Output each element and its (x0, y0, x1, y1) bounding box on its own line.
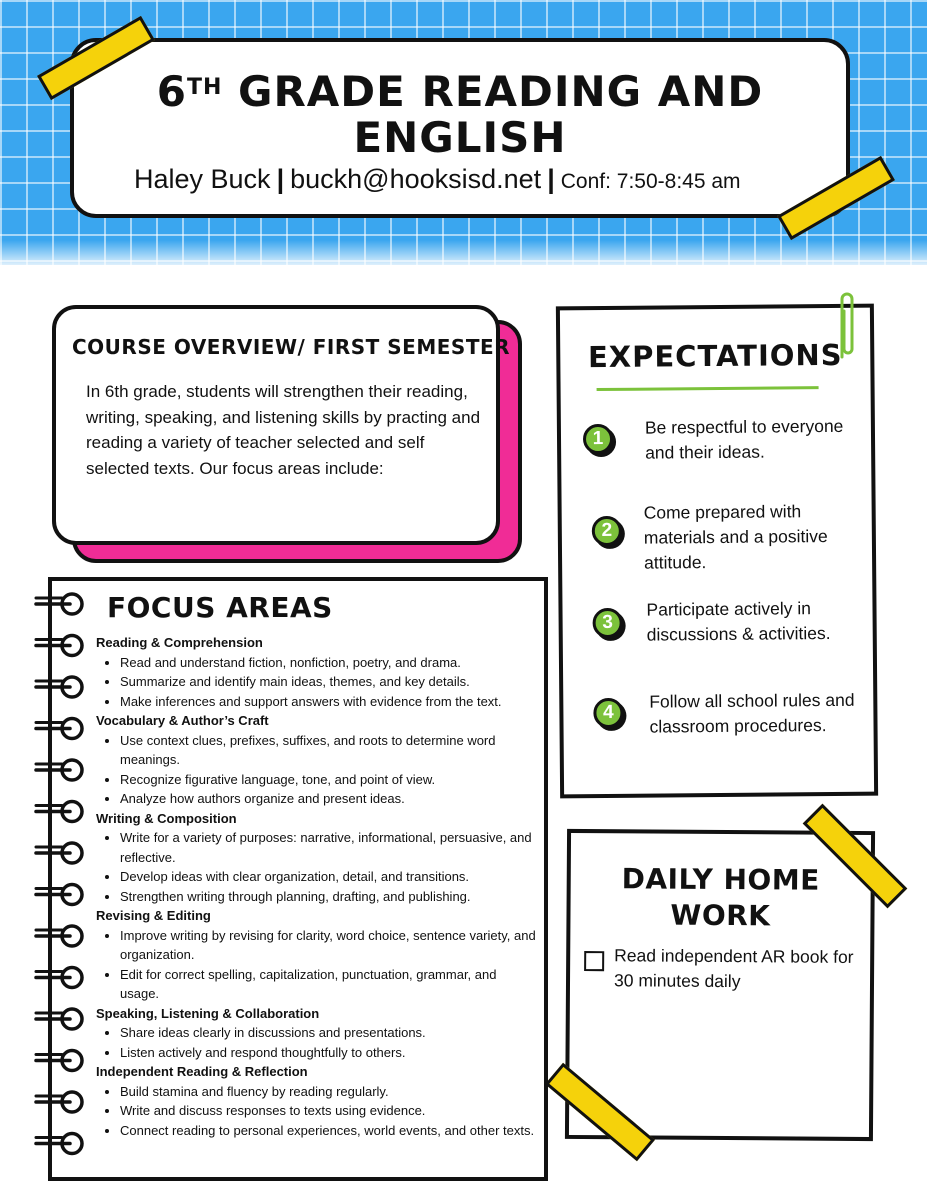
focus-section-list (96, 1023, 536, 1062)
homework-checkbox[interactable] (584, 951, 604, 971)
focus-section-list (96, 731, 536, 809)
separator: | (276, 164, 285, 194)
list-item: • Use context clues, prefixes, suffixes, and roots to determine word meanings. (120, 731, 536, 770)
list-item: • Share ideas clearly in discussions and presentations. (120, 1023, 536, 1043)
expectation-item (583, 415, 873, 463)
spiral-ring-icon (36, 1092, 82, 1112)
overview-card (52, 305, 511, 545)
page-title-line2: ENGLISH (353, 113, 567, 162)
expectation-item (592, 501, 882, 573)
homework-title (570, 861, 870, 935)
list-item: • Strengthen writing through planning, drafting, and publishing. (120, 887, 536, 907)
number-badge-icon: 3 (592, 608, 622, 638)
spiral-ring-icon (36, 636, 82, 656)
expectations-divider (597, 386, 819, 391)
focus-section-heading: Vocabulary & Author’s Craft (96, 713, 269, 728)
title-grade-suffix: TH (186, 75, 223, 100)
list-item: • Read and understand fiction, nonfiction, poetry, and drama. (120, 653, 536, 673)
spiral-ring-icon (36, 968, 82, 988)
list-item: • Make inferences and support answers with evidence from the text. (120, 692, 536, 712)
spiral-ring-icon (36, 885, 82, 905)
focus-section-heading: Revising & Editing (96, 908, 211, 923)
overview-title: COURSE OVERVIEW/ FIRST SEMESTER (72, 335, 511, 359)
spiral-ring-icon (36, 802, 82, 822)
number-badge-icon: 2 (592, 516, 622, 546)
overview-text: In 6th grade, students will strengthen their reading, writing, speaking, and listening skills by practing and reading a variety of teacher selected and self selected texts. Our focus areas include: (86, 382, 481, 478)
focus-areas-card (48, 577, 548, 1181)
conference-time: Conf: 7:50-8:45 am (560, 170, 741, 193)
title-line1-text: GRADE READING AND (222, 67, 764, 116)
spiral-ring-icon (36, 760, 82, 780)
list-item: • Write and discuss responses to texts using evidence. (120, 1101, 536, 1121)
expectation-text: Be respectful to everyone and their ideas. (644, 415, 844, 463)
expectations-title: EXPECTATIONS (587, 337, 843, 375)
homework-card (565, 829, 875, 1141)
spiral-ring-icon (36, 1009, 82, 1029)
focus-section-list (96, 926, 536, 1004)
expectation-item (592, 598, 882, 645)
focus-section-heading: Speaking, Listening & Collaboration (96, 1005, 320, 1021)
focus-section-heading: Independent Reading & Reflection (96, 1064, 308, 1079)
focus-section-list (96, 1082, 536, 1141)
focus-areas-title: FOCUS AREAS (107, 591, 333, 624)
title-grade-number: 6 (156, 67, 187, 116)
spiral-ring-icon (36, 594, 82, 614)
focus-section-list (96, 828, 536, 906)
focus-section-list (96, 653, 536, 712)
list-item: • Develop ideas with clear organization, detail, and transitions. (120, 867, 536, 887)
list-item: • Connect reading to personal experiences, world events, and other texts. (120, 1121, 536, 1141)
focus-section-heading: Writing & Composition (96, 810, 237, 826)
list-item: • Recognize figurative language, tone, and point of view. (120, 770, 536, 790)
contact-line (134, 164, 741, 195)
separator: | (547, 164, 555, 194)
expectation-text: Come prepared with materials and a positive attitude. (643, 501, 828, 573)
header-fade (0, 240, 927, 270)
homework-title-line1: DAILY HOME (621, 862, 820, 897)
homework-title-line2: WORK (670, 898, 771, 933)
paperclip-icon (836, 287, 858, 367)
spiral-ring-icon (36, 719, 82, 739)
focus-areas-list (96, 633, 536, 1140)
focus-section-heading: Reading & Comprehension (96, 635, 263, 650)
list-item: • Analyze how authors organize and present ideas. (120, 789, 536, 809)
spiral-ring-icon (36, 843, 82, 863)
spiral-ring-icon (36, 926, 82, 946)
teacher-email[interactable]: buckh@hooksisd.net (290, 164, 542, 194)
notebook-spiral-binding (34, 590, 94, 1190)
list-item: • Write for a variety of purposes: narrative, informational, persuasive, and reflective. (120, 828, 536, 867)
spiral-ring-icon (36, 1051, 82, 1071)
expectation-text: Follow all school rules and classroom procedures. (649, 689, 855, 737)
number-badge-icon: 1 (583, 424, 613, 454)
expectation-item (593, 689, 883, 737)
homework-item: Read independent AR book for 30 minutes daily (613, 945, 854, 992)
page-title-line1 (74, 68, 846, 116)
list-item: • Listen actively and respond thoughtfully to others. (120, 1043, 536, 1063)
spiral-ring-icon (36, 677, 82, 697)
expectation-text: Participate actively in discussions & activities. (646, 598, 831, 645)
list-item: • Build stamina and fluency by reading regularly. (120, 1082, 536, 1102)
spiral-ring-icon (36, 1134, 82, 1154)
expectations-card (556, 304, 878, 799)
number-badge-icon: 4 (593, 698, 623, 728)
list-item: • Edit for correct spelling, capitalization, punctuation, grammar, and usage. (120, 965, 536, 1004)
list-item: • Improve writing by revising for clarity, word choice, sentence variety, and organization. (120, 926, 536, 965)
list-item: • Summarize and identify main ideas, themes, and key details. (120, 672, 536, 692)
teacher-name: Haley Buck (134, 164, 271, 194)
title-card (70, 38, 850, 218)
